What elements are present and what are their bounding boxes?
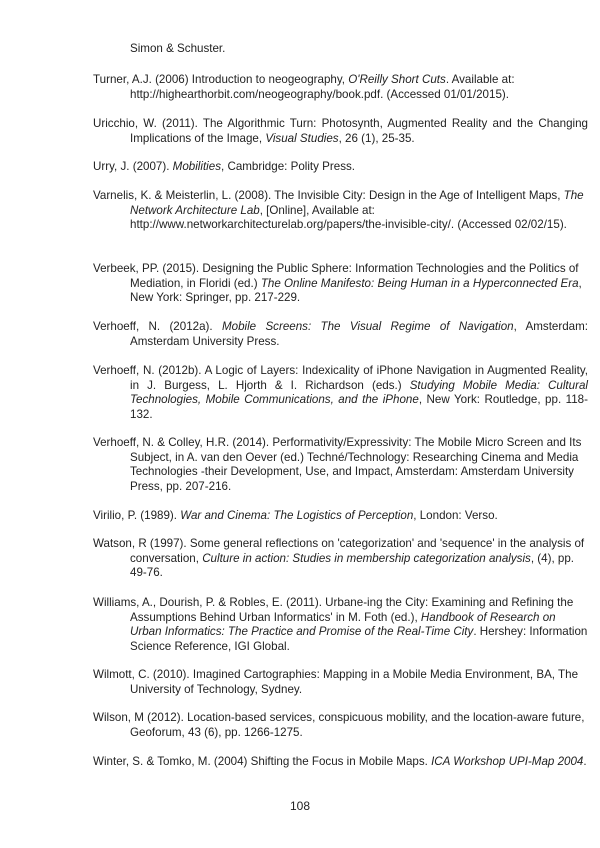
reference-entry: Winter, S. & Tomko, M. (2004) Shifting the Focus in Mobile Maps. ICA Workshop UPI-Map 2004. xyxy=(93,755,587,768)
reference-entry: Urry, J. (2007). Mobilities, Cambridge: Polity Press. xyxy=(93,160,356,173)
reference-entry: Verhoeff, N. (2012b). A Logic of Layers: Indexicality of iPhone Navigation in Augmented Reality, in J. Burgess, L. Hjorth & I. Richardson (eds.) Studying Mobile Media: Cultural Technologies, Mobile Communications, and the iPhone, New York: Routledge, pp. 118-132. xyxy=(93,364,588,421)
page-number: 108 xyxy=(289,799,311,813)
reference-entry: Wilson, M (2012). Location-based services, conspicuous mobility, and the location-aware future, Geoforum, 43 (6), pp. 1266-1275. xyxy=(93,711,585,739)
reference-entry: Verhoeff, N. & Colley, H.R. (2014). Performativity/Expressivity: The Mobile Micro Screen and Its Subject, in A. van den Oever (ed.) Techné/Technology: Researching Cinema and Media Technologies -their Development, Use, and Impact, Amsterdam: Amsterdam University Press, pp. 207-216. xyxy=(93,436,582,493)
reference-entry: Verbeek, PP. (2015). Designing the Public Sphere: Information Technologies and the Politics of Mediation, in Floridi (ed.) The Online Manifesto: Being Human in a Hyperconnected Era, New York: Springer, pp. 217-229. xyxy=(93,262,582,305)
reference-entry: Varnelis, K. & Meisterlin, L. (2008). The Invisible City: Design in the Age of Intelligent Maps, The Network Architecture Lab, [Online], Available at: http://www.networkarchitecturelab.org/papers/the-invisible-city/. (Accessed 02/02/15). xyxy=(93,189,584,232)
reference-entry: Uricchio, W. (2011). The Algorithmic Turn: Photosynth, Augmented Reality and the Changing Implications of the Image, Visual Studies, 26 (1), 25-35. xyxy=(93,117,588,145)
reference-entry: Wilmott, C. (2010). Imagined Cartographies: Mapping in a Mobile Media Environment, BA, The University of Technology, Sydney. xyxy=(93,668,579,696)
reference-entry: Virilio, P. (1989). War and Cinema: The Logistics of Perception, London: Verso. xyxy=(93,509,498,522)
reference-entry: Williams, A., Dourish, P. & Robles, E. (2011). Urbane-ing the City: Examining and Refining the Assumptions Behind Urban Informatics' in M. Foth (ed.), Handbook of Research on Urban Informatics: The Practice and Promise of the Real-Time City. Hershey: Information Science Reference, IGI Global. xyxy=(93,596,588,653)
reference-entry: Watson, R (1997). Some general reflections on 'categorization' and 'sequence' in the analysis of conversation, Culture in action: Studies in membership categorization analysis, (4), pp. 49-76. xyxy=(93,537,585,580)
reference-entry: Verhoeff, N. (2012a). Mobile Screens: The Visual Regime of Navigation, Amsterdam: Amsterdam University Press. xyxy=(93,320,588,348)
reference-entry: Turner, A.J. (2006) Introduction to neogeography, O'Reilly Short Cuts. Available at: http://highearthorbit.com/neogeography/book.pdf. (Accessed 01/01/2015). xyxy=(93,73,515,101)
continued-reference: Simon & Schuster. xyxy=(130,42,226,55)
